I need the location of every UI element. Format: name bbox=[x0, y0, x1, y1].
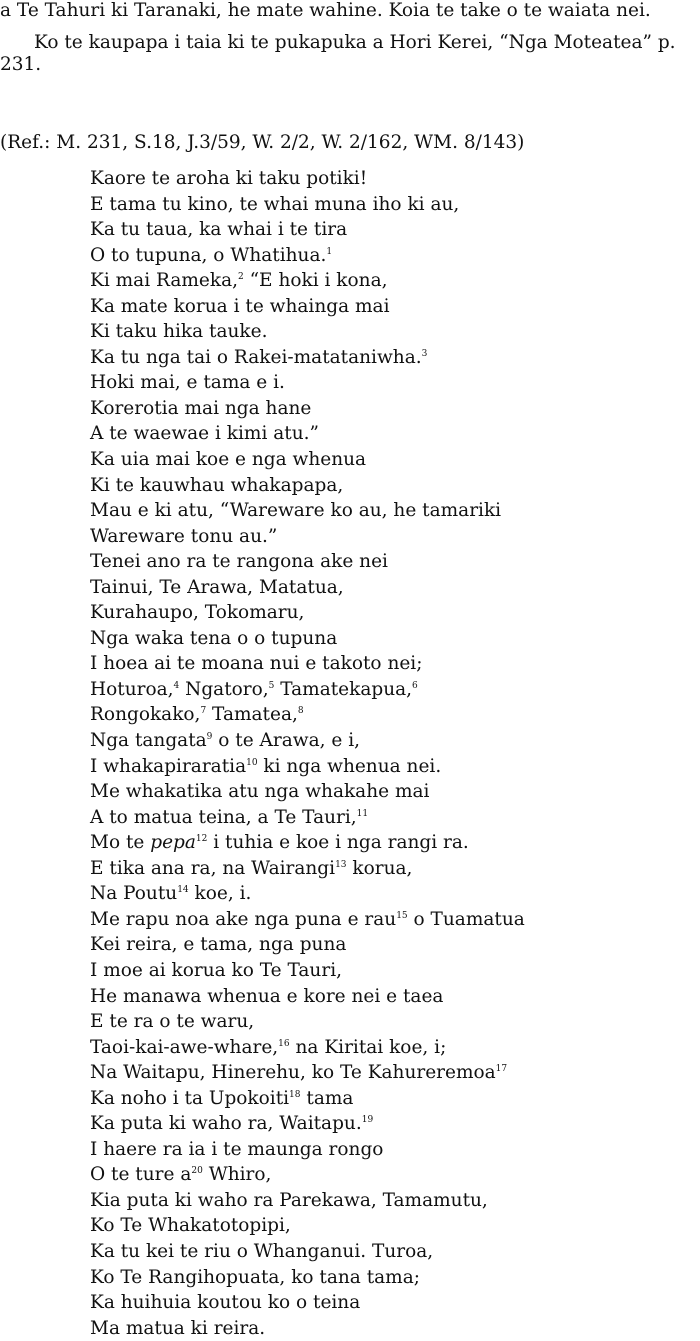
poem-text: Ka tu kei te riu o Whanganui. Turoa, bbox=[90, 1240, 434, 1262]
poem-line bbox=[90, 1188, 700, 1214]
footnote-marker: 12 bbox=[195, 834, 208, 845]
poem-text: koe, i. bbox=[188, 883, 252, 905]
poem-text: Ka puta ki waho ra, Waitapu. bbox=[90, 1113, 362, 1135]
footnote-marker: 16 bbox=[278, 1038, 290, 1049]
poem-line bbox=[90, 677, 700, 703]
poem-line bbox=[90, 1290, 700, 1316]
footnote-marker: 5 bbox=[268, 680, 275, 691]
poem-text: na Kiritai koe, i; bbox=[289, 1036, 447, 1058]
poem-line bbox=[90, 1137, 700, 1163]
footnote-marker: 2 bbox=[237, 272, 244, 283]
poem-line bbox=[90, 370, 700, 396]
poem-text: Me rapu noa ake nga puna e rau bbox=[90, 908, 397, 930]
poem-text: E tika ana ra, na Wairangi bbox=[90, 857, 336, 879]
poem-text: Taoi-kai-awe-whare, bbox=[90, 1036, 279, 1058]
poem-text: Tainui, Te Arawa, Matatua, bbox=[90, 576, 344, 598]
poem-line bbox=[90, 907, 700, 933]
poem-line bbox=[90, 1162, 700, 1188]
poem-line bbox=[90, 1060, 700, 1086]
poem-text: Ka tu taua, ka whai i te tira bbox=[90, 219, 348, 241]
poem-line bbox=[90, 268, 700, 294]
poem-line bbox=[90, 421, 700, 447]
poem-line bbox=[90, 498, 700, 524]
poem-text: Korerotia mai nga hane bbox=[90, 397, 312, 419]
poem-line bbox=[90, 1111, 700, 1137]
poem-text: Kei reira, e tama, nga puna bbox=[90, 934, 347, 956]
poem-text: Kurahaupo, Tokomaru, bbox=[90, 602, 305, 624]
poem-text: Wareware tonu au.” bbox=[90, 525, 278, 547]
poem-line bbox=[90, 575, 700, 601]
poem-line bbox=[90, 702, 700, 728]
intro-paragraph-2: Ko te kaupapa i taia ki te pukapuka a Hori Kerei, “Nga Moteatea” p. 231. bbox=[0, 32, 676, 75]
italic-word: pepa bbox=[150, 832, 196, 854]
poem-line bbox=[90, 1316, 700, 1341]
poem-line bbox=[90, 192, 700, 218]
poem-text: Ki te kauwhau whakapapa, bbox=[90, 474, 344, 496]
footnote-marker: 13 bbox=[335, 859, 347, 870]
poem-text: Ka uia mai koe e nga whenua bbox=[90, 449, 367, 471]
poem-text: He manawa whenua e kore nei e taea bbox=[90, 985, 444, 1007]
poem-text: Ka huihuia koutou ko o teina bbox=[90, 1292, 361, 1314]
poem-line bbox=[90, 805, 700, 831]
poem-line bbox=[90, 447, 700, 473]
poem-text: ki nga whenua nei. bbox=[257, 755, 442, 777]
poem-text: o Tuamatua bbox=[407, 908, 525, 930]
poem-text: I hoea ai te moana nui e takoto nei; bbox=[90, 653, 423, 675]
poem-text: o te Arawa, e i, bbox=[212, 730, 361, 752]
footnote-marker: 14 bbox=[177, 885, 189, 896]
poem-line bbox=[90, 524, 700, 550]
poem-text: Ka noho i ta Upokoiti bbox=[90, 1087, 290, 1109]
poem-line bbox=[90, 1009, 700, 1035]
poem-text: Tamatekapua, bbox=[274, 678, 413, 700]
poem-text: Ma matua ki reira. bbox=[90, 1317, 266, 1339]
poem-line bbox=[90, 1086, 700, 1112]
poem-line bbox=[90, 1265, 700, 1291]
footnote-marker: 1 bbox=[326, 246, 333, 257]
poem-line bbox=[90, 932, 700, 958]
poem-line bbox=[90, 1035, 700, 1061]
poem-text: Na Waitapu, Hinerehu, ko Te Kahureremoa bbox=[90, 1062, 496, 1084]
footnote-marker: 19 bbox=[361, 1115, 374, 1126]
footnote-marker: 6 bbox=[412, 680, 418, 691]
poem-text: “E hoki i kona, bbox=[243, 270, 388, 292]
poem-text: Kaore te aroha ki taku potiki! bbox=[90, 168, 368, 189]
poem-text: Tenei ano ra te rangona ake nei bbox=[90, 551, 388, 573]
poem-line bbox=[90, 396, 700, 422]
poem-text: Ki taku hika tauke. bbox=[90, 321, 268, 343]
footnote-marker: 8 bbox=[297, 706, 304, 717]
poem-line bbox=[90, 754, 700, 780]
reference-line: (Ref.: M. 231, S.18, J.3/59, W. 2/2, W. 2/162, WM. 8/143) bbox=[0, 132, 525, 153]
poem-line bbox=[90, 294, 700, 320]
poem-text: Nga waka tena o o tupuna bbox=[90, 627, 338, 649]
poem-text: Ko Te Whakatotopipi, bbox=[90, 1215, 291, 1237]
poem-text: A to matua teina, a Te Tauri, bbox=[90, 806, 357, 828]
intro-text bbox=[0, 0, 700, 76]
poem-text: Ki mai Rameka, bbox=[90, 270, 238, 292]
poem-text: I whakapiraratia bbox=[90, 755, 247, 777]
poem-text: E tama tu kino, te whai muna iho ki au, bbox=[90, 193, 460, 215]
poem-line bbox=[90, 728, 700, 754]
poem-line bbox=[90, 243, 700, 269]
poem-text: Na Poutu bbox=[90, 883, 178, 905]
poem-text: Kia puta ki waho ra Parekawa, Tamamutu, bbox=[90, 1189, 488, 1211]
poem-line bbox=[90, 830, 700, 856]
poem-verses bbox=[90, 166, 700, 1341]
poem-line bbox=[90, 600, 700, 626]
poem-line bbox=[90, 473, 700, 499]
poem-text: Mo te bbox=[90, 832, 151, 854]
poem-text: Ngatoro, bbox=[179, 678, 269, 700]
poem-line bbox=[90, 166, 700, 192]
poem-line bbox=[90, 984, 700, 1010]
poem-line bbox=[90, 319, 700, 345]
footnote-marker: 7 bbox=[200, 706, 207, 717]
poem-line bbox=[90, 779, 700, 805]
poem-line bbox=[90, 958, 700, 984]
poem-line bbox=[90, 1213, 700, 1239]
footnote-marker: 18 bbox=[289, 1089, 301, 1100]
poem-line bbox=[90, 549, 700, 575]
footnote-marker: 10 bbox=[246, 757, 258, 768]
poem-text: Ko Te Rangihopuata, ko tana tama; bbox=[90, 1266, 420, 1288]
intro-paragraph-1: a Te Tahuri ki Taranaki, he mate wahine. Koia te take o te waiata nei. bbox=[0, 0, 651, 21]
poem-text: I haere ra ia i te maunga rongo bbox=[90, 1138, 384, 1160]
poem-line bbox=[90, 651, 700, 677]
footnote-marker: 4 bbox=[173, 680, 180, 691]
footnote-marker: 15 bbox=[396, 910, 408, 921]
footnote-marker: 17 bbox=[495, 1064, 508, 1075]
poem-text: Nga tangata bbox=[90, 730, 207, 752]
poem-text: Rongokako, bbox=[90, 704, 201, 726]
poem-text: tama bbox=[300, 1087, 354, 1109]
poem-text: Ka mate korua i te whainga mai bbox=[90, 295, 390, 317]
poem-text: O te ture a bbox=[90, 1164, 192, 1186]
poem-line bbox=[90, 1239, 700, 1265]
footnote-marker: 9 bbox=[206, 732, 213, 743]
footnote-marker: 3 bbox=[421, 348, 428, 359]
poem-line bbox=[90, 217, 700, 243]
poem-text: Hoturoa, bbox=[90, 678, 174, 700]
poem-text: A te waewae i kimi atu.” bbox=[90, 423, 319, 445]
poem-text: Me whakatika atu nga whakahe mai bbox=[90, 781, 430, 803]
poem-line bbox=[90, 856, 700, 882]
poem-text: i tuhia e koe i nga rangi ra. bbox=[207, 832, 469, 854]
poem-text: I moe ai korua ko Te Tauri, bbox=[90, 959, 342, 981]
poem-text: Whiro, bbox=[202, 1164, 272, 1186]
poem-text: korua, bbox=[346, 857, 413, 879]
poem-text: E te ra o te waru, bbox=[90, 1011, 255, 1033]
poem-line bbox=[90, 626, 700, 652]
poem-text: Tamatea, bbox=[206, 704, 298, 726]
footnote-marker: 11 bbox=[356, 808, 369, 819]
poem-text: Mau e ki atu, “Wareware ko au, he tamariki bbox=[90, 500, 502, 522]
poem-text: Hoki mai, e tama e i. bbox=[90, 372, 285, 394]
poem-text: O to tupuna, o Whatihua. bbox=[90, 244, 327, 266]
poem-line bbox=[90, 881, 700, 907]
footnote-marker: 20 bbox=[191, 1166, 203, 1177]
poem-text: Ka tu nga tai o Rakei-matataniwha. bbox=[90, 346, 422, 368]
poem-line bbox=[90, 345, 700, 371]
